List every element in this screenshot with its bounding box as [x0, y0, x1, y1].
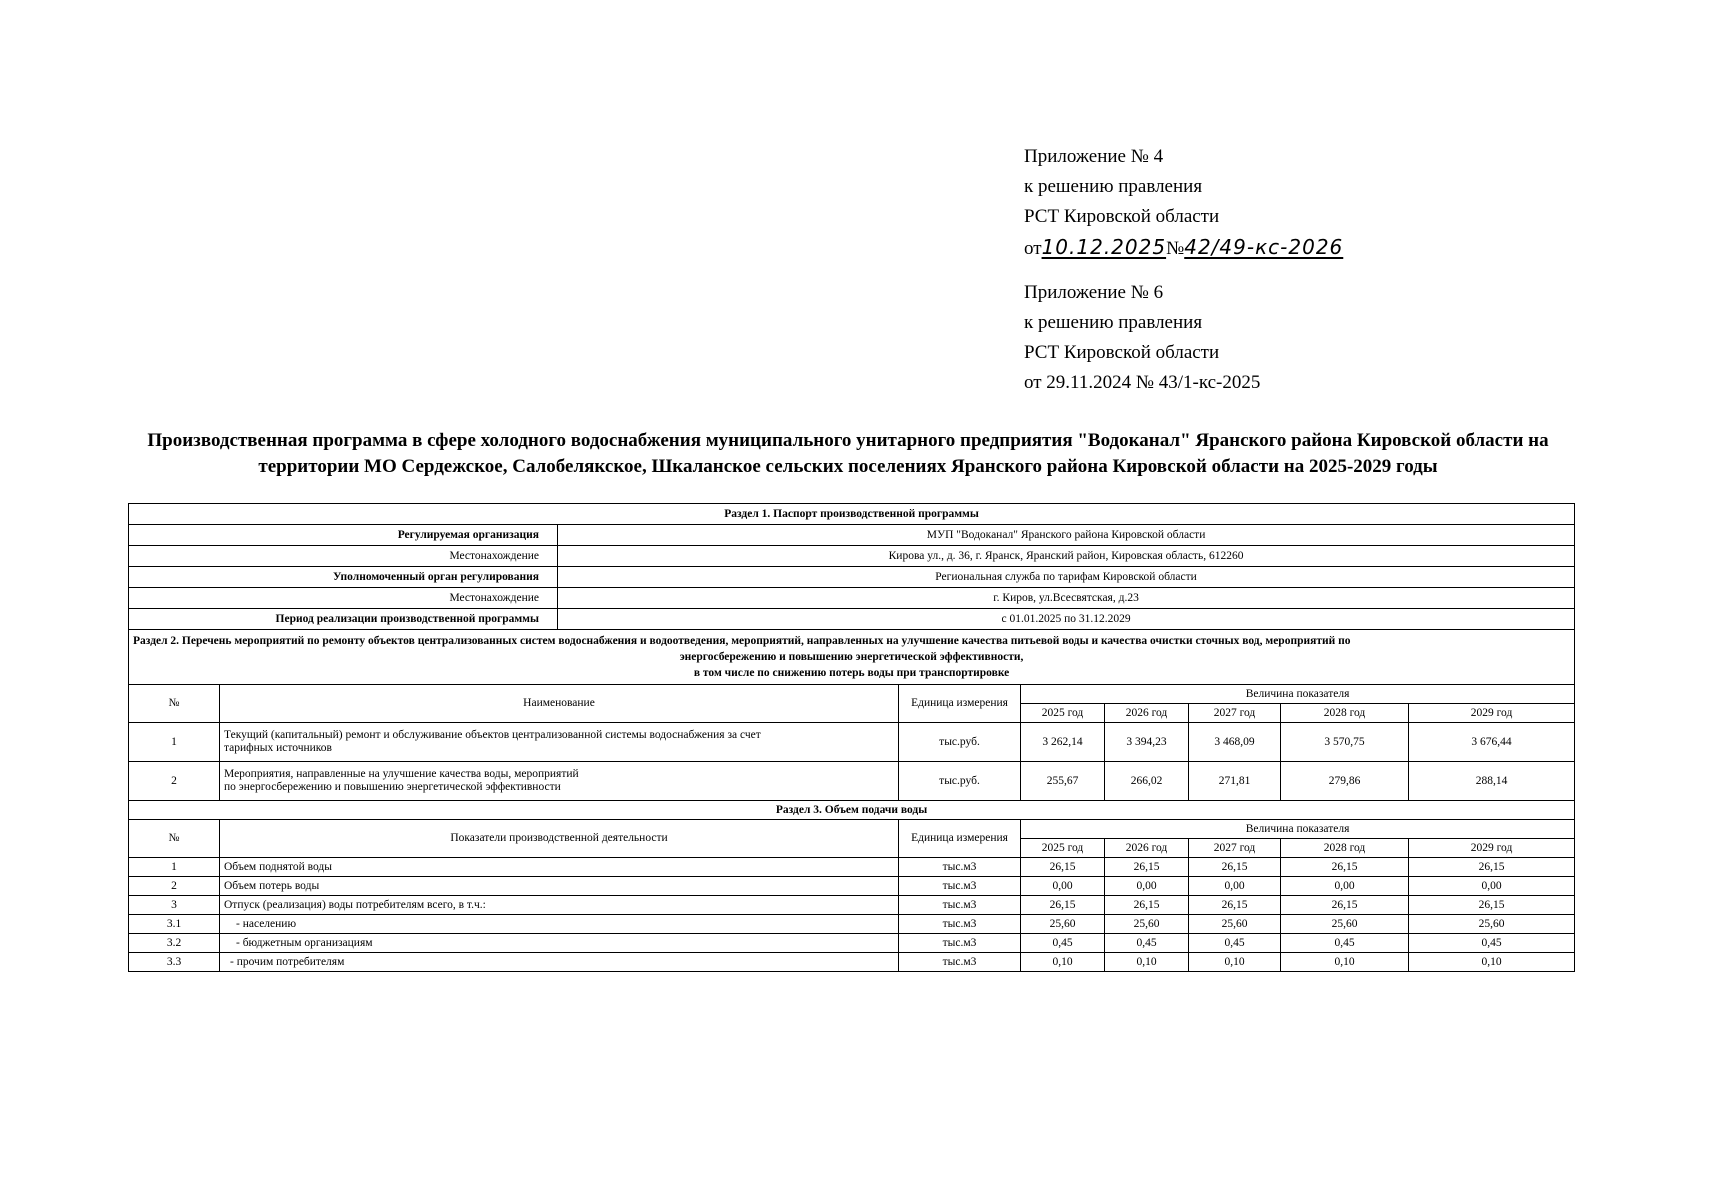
year-header: 2029 год [1409, 839, 1575, 858]
passport-label: Период реализации производственной программы [129, 609, 558, 630]
passport-value: Кирова ул., д. 36, г. Яранск, Яранский район, Кировская область, 612260 [558, 546, 1575, 567]
appendix-line: Приложение № 4 [1024, 146, 1164, 167]
row-value: 0,00 [1021, 877, 1105, 896]
passport-label: Регулируемая организация [129, 525, 558, 546]
section2-header [129, 630, 1575, 685]
row-value: 26,15 [1189, 896, 1281, 915]
row-value: 26,15 [1281, 858, 1409, 877]
row-value: 279,86 [1281, 762, 1409, 801]
year-header: 2026 год [1105, 839, 1189, 858]
row-value: 0,10 [1021, 953, 1105, 972]
passport-row [129, 567, 1575, 588]
col-header-unit: Единица измерения [899, 820, 1021, 858]
row-number: 3 [129, 896, 220, 915]
row-number: 1 [129, 723, 220, 762]
section3-column-header-row [129, 820, 1575, 839]
year-header: 2028 год [1281, 839, 1409, 858]
appendix-line: Приложение № 6 [1024, 282, 1164, 303]
passport-label: Местонахождение [129, 588, 558, 609]
row-name: Объем потерь воды [220, 877, 899, 896]
row-unit: тыс.м3 [899, 934, 1021, 953]
row-name-line: Мероприятия, направленные на улучшение качества воды, мероприятий [224, 768, 579, 780]
passport-value: г. Киров, ул.Всесвятская, д.23 [558, 588, 1575, 609]
row-unit: тыс.м3 [899, 877, 1021, 896]
section2-header-line: энергосбережению и повышению энергетической эффективности, [679, 651, 1024, 663]
appendix-line: от 29.11.2024 № 43/1-кс-2025 [1024, 372, 1261, 393]
row-value: 25,60 [1105, 915, 1189, 934]
row-value: 0,45 [1189, 934, 1281, 953]
row-value: 3 262,14 [1021, 723, 1105, 762]
year-header: 2027 год [1189, 839, 1281, 858]
row-number: 1 [129, 858, 220, 877]
section2-header-row [129, 630, 1575, 685]
row-value: 25,60 [1409, 915, 1575, 934]
passport-row [129, 546, 1575, 567]
row-value: 3 570,75 [1281, 723, 1409, 762]
document-title: Производственная программа в сфере холодного водоснабжения муниципального унитарного предприятия "Водоканал" Яранского района Кировской области на территории МО Сердежское, Салобелякское, Шкаланское сельских поселениях Яранского района Кировской области на 2025-2029 годы [147, 430, 1549, 477]
row-name [220, 723, 899, 762]
col-header-value: Величина показателя [1021, 685, 1575, 704]
appendix-decision-line [1024, 232, 1343, 264]
row-value: 0,10 [1409, 953, 1575, 972]
col-header-unit: Единица измерения [899, 685, 1021, 723]
row-number: 2 [129, 877, 220, 896]
row-number: 3.3 [129, 953, 220, 972]
row-unit: тыс.м3 [899, 896, 1021, 915]
col-header-name: Показатели производственной деятельности [220, 820, 899, 858]
table-row [129, 723, 1575, 762]
appendix-line: к решению правления [1024, 312, 1203, 333]
col-header-number: № [129, 820, 220, 858]
row-name-line: тарифных источников [224, 742, 332, 754]
row-value: 0,00 [1281, 877, 1409, 896]
handwritten-number: 42/49-кс-2026 [1184, 235, 1344, 259]
year-header: 2029 год [1409, 704, 1575, 723]
row-value: 0,00 [1409, 877, 1575, 896]
passport-row [129, 588, 1575, 609]
year-header: 2028 год [1281, 704, 1409, 723]
row-value: 0,10 [1189, 953, 1281, 972]
row-value: 26,15 [1021, 858, 1105, 877]
passport-value: МУП "Водоканал" Яранского района Кировской области [558, 525, 1575, 546]
year-header: 2025 год [1021, 704, 1105, 723]
row-number: 3.1 [129, 915, 220, 934]
row-unit: тыс.м3 [899, 953, 1021, 972]
handwritten-date: 10.12.2025 [1041, 235, 1167, 259]
appendix-block-current [1024, 142, 1343, 264]
row-number: 3.2 [129, 934, 220, 953]
section1-header: Раздел 1. Паспорт производственной программы [129, 504, 1575, 525]
row-name [220, 762, 899, 801]
row-name: - населению [220, 915, 899, 934]
row-value: 26,15 [1281, 896, 1409, 915]
year-header: 2027 год [1189, 704, 1281, 723]
table-row [129, 858, 1575, 877]
appendix-block-previous [1024, 278, 1260, 398]
row-name: - прочим потребителям [220, 953, 899, 972]
year-header: 2025 год [1021, 839, 1105, 858]
row-unit: тыс.м3 [899, 915, 1021, 934]
row-name-line: Текущий (капитальный) ремонт и обслуживание объектов централизованной системы водоснабжения за счет [224, 729, 761, 741]
table-row [129, 915, 1575, 934]
table-row [129, 896, 1575, 915]
passport-value: Региональная служба по тарифам Кировской области [558, 567, 1575, 588]
row-value: 25,60 [1021, 915, 1105, 934]
section3-header: Раздел 3. Объем подачи воды [129, 801, 1575, 820]
appendix-prefix: от [1024, 238, 1042, 259]
table-row [129, 953, 1575, 972]
row-value: 266,02 [1105, 762, 1189, 801]
row-value: 0,45 [1409, 934, 1575, 953]
table-row [129, 877, 1575, 896]
row-name: Отпуск (реализация) воды потребителям всего, в т.ч.: [220, 896, 899, 915]
passport-label: Местонахождение [129, 546, 558, 567]
row-name: - бюджетным организациям [220, 934, 899, 953]
row-value: 26,15 [1189, 858, 1281, 877]
table-row [129, 762, 1575, 801]
passport-row [129, 609, 1575, 630]
row-value: 0,00 [1105, 877, 1189, 896]
appendix-line: РСТ Кировской области [1024, 206, 1220, 227]
row-value: 3 676,44 [1409, 723, 1575, 762]
row-value: 3 394,23 [1105, 723, 1189, 762]
row-value: 3 468,09 [1189, 723, 1281, 762]
row-value: 25,60 [1281, 915, 1409, 934]
section2-column-header-row [129, 685, 1575, 704]
row-value: 0,10 [1281, 953, 1409, 972]
row-value: 26,15 [1409, 858, 1575, 877]
row-unit: тыс.м3 [899, 858, 1021, 877]
row-value: 26,15 [1409, 896, 1575, 915]
section2-header-line: Раздел 2. Перечень мероприятий по ремонту объектов централизованных систем водоснабжения и водоотведения, мероприятий, направленных на улучшение качества питьевой воды и качества очистки сточных вод, мероприятий по [133, 635, 1351, 647]
row-value: 0,45 [1281, 934, 1409, 953]
row-value: 0,45 [1021, 934, 1105, 953]
row-name: Объем поднятой воды [220, 858, 899, 877]
col-header-value: Величина показателя [1021, 820, 1575, 839]
row-value: 26,15 [1021, 896, 1105, 915]
section2-header-line: в том числе по снижению потерь воды при транспортировке [693, 667, 1010, 679]
passport-value: с 01.01.2025 по 31.12.2029 [558, 609, 1575, 630]
section3-header-row [129, 801, 1575, 820]
row-value: 271,81 [1189, 762, 1281, 801]
row-unit: тыс.руб. [899, 723, 1021, 762]
row-number: 2 [129, 762, 220, 801]
number-sign: № [1166, 238, 1185, 259]
row-value: 26,15 [1105, 858, 1189, 877]
year-header: 2026 год [1105, 704, 1189, 723]
table-row [129, 934, 1575, 953]
col-header-number: № [129, 685, 220, 723]
appendix-line: РСТ Кировской области [1024, 342, 1220, 363]
row-value: 0,10 [1105, 953, 1189, 972]
row-value: 0,00 [1189, 877, 1281, 896]
appendix-line: к решению правления [1024, 176, 1203, 197]
production-program-table [128, 503, 1575, 972]
row-name-line: по энергосбережению и повышению энергетической эффективности [224, 781, 561, 793]
row-value: 288,14 [1409, 762, 1575, 801]
col-header-name: Наименование [220, 685, 899, 723]
row-value: 255,67 [1021, 762, 1105, 801]
section1-header-row [129, 504, 1575, 525]
row-value: 25,60 [1189, 915, 1281, 934]
row-value: 0,45 [1105, 934, 1189, 953]
passport-row [129, 525, 1575, 546]
row-unit: тыс.руб. [899, 762, 1021, 801]
row-value: 26,15 [1105, 896, 1189, 915]
passport-label: Уполномоченный орган регулирования [129, 567, 558, 588]
